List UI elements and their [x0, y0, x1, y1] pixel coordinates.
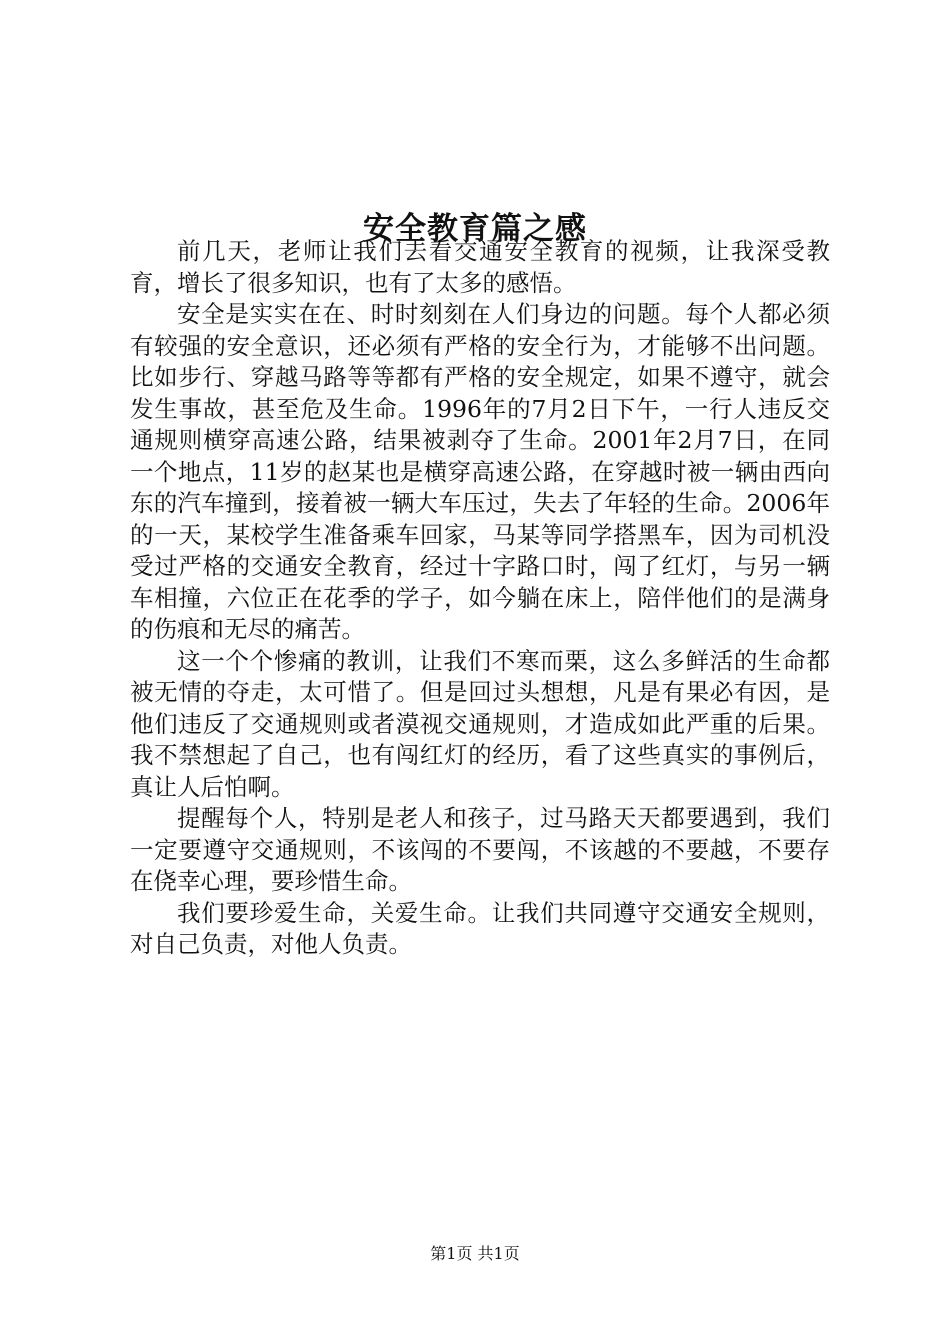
paragraph: 我们要珍爱生命，关爱生命。让我们共同遵守交通安全规则，对自己负责，对他人负责。	[130, 898, 830, 958]
document-body	[130, 236, 830, 961]
paragraph: 提醒每个人，特别是老人和孩子，过马路天天都要遇到，我们一定要遵守交通规则，不该闯的不要闯，不该越的不要越，不要存在侥幸心理，要珍惜生命。	[130, 804, 830, 895]
paragraph: 安全是实实在在、时时刻刻在人们身边的问题。每个人都必须有较强的安全意识，还必须有严格的安全行为，才能够不出问题。比如步行、穿越马路等等都有严格的安全规定，如果不遵守，就会发生事故，甚至危及生命。1996年的7月2日下午，一行人违反交通规则横穿高速公路，结果被剥夺了生命。2001年2月7日，在同一个地点，11岁的赵某也是横穿高速公路，在穿越时被一辆由西向东的汽车撞到，接着被一辆大车压过，失去了年轻的生命。2006年的一天，某校学生准备乘车回家，马某等同学搭黑车，因为司机没受过严格的交通安全教育，经过十字路口时，闯了红灯，与另一辆车相撞，六位正在花季的学子，如今躺在床上，陪伴他们的是满身的伤痕和无尽的痛苦。	[130, 300, 830, 643]
paragraph: 这一个个惨痛的教训，让我们不寒而栗，这么多鲜活的生命都被无情的夺走，太可惜了。但是回过头想想，凡是有果必有因，是他们违反了交通规则或者漠视交通规则，才造成如此严重的后果。我不禁想起了自己，也有闯红灯的经历，看了这些真实的事例后，真让人后怕啊。	[130, 646, 830, 801]
document-title: 安全教育篇之感	[363, 210, 587, 247]
page-footer: 第1页 共1页	[430, 1244, 520, 1263]
paragraph: 前几天，老师让我们去看交通安全教育的视频，让我深受教育，增长了很多知识，也有了太多的感悟。	[130, 237, 830, 297]
